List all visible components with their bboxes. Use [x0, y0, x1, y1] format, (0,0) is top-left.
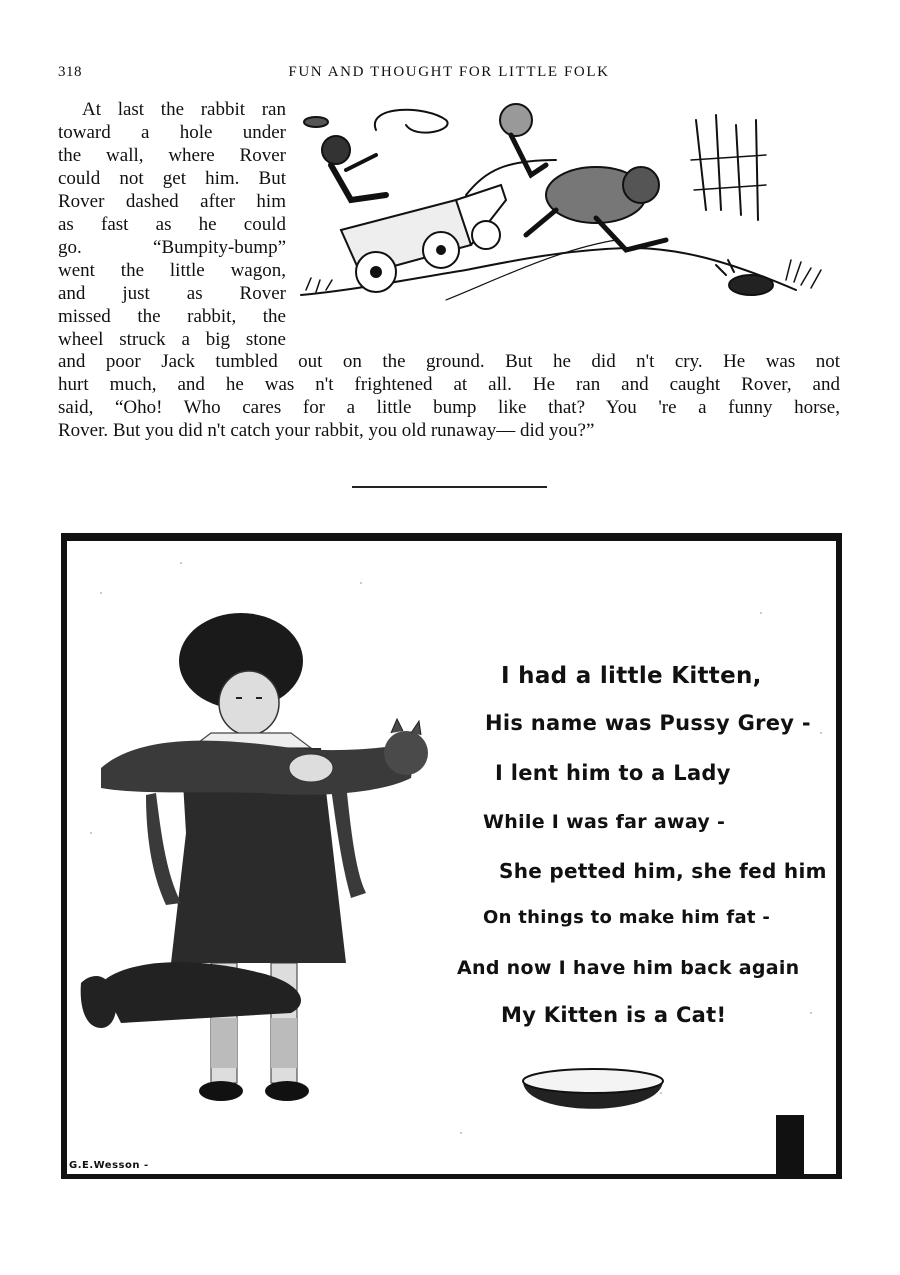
- girl-face: [219, 671, 279, 735]
- poem-line: I had a little Kitten,: [501, 663, 762, 689]
- artist-signature: G.E.Wesson -: [69, 1160, 149, 1171]
- page-number: 318: [58, 64, 82, 80]
- cat: [101, 741, 416, 795]
- page-header: [58, 64, 840, 86]
- text-line: the wall, where Rover: [58, 145, 286, 166]
- girl-with-cat-illustration: [61, 533, 842, 1179]
- illustration-linework: [301, 104, 821, 300]
- cat-head: [384, 731, 428, 775]
- running-title: FUN AND THOUGHT FOR LITTLE FOLK: [288, 64, 610, 80]
- milk-bowl: [523, 1069, 663, 1109]
- text-line: go. “Bumpity-bump”: [58, 237, 286, 258]
- text-line: as fast as he could: [58, 214, 286, 235]
- text-line: said, “Oho! Who cares for a little bump like that? You 're a funny horse,: [58, 397, 840, 418]
- text-line: wheel struck a big stone: [58, 329, 286, 350]
- story-column-text: [58, 98, 286, 351]
- section-divider: [352, 486, 547, 488]
- poem-line: While I was far away -: [483, 811, 726, 833]
- text-line: and just as Rover: [58, 283, 286, 304]
- text-line: missed the rabbit, the: [58, 306, 286, 327]
- wagon-rabbit-illustration: [296, 100, 836, 335]
- poem-line: And now I have him back again: [457, 957, 800, 979]
- poem-line: On things to make him fat -: [483, 907, 771, 928]
- dark-post: [776, 1115, 804, 1175]
- poem-line: I lent him to a Lady: [495, 761, 731, 785]
- poem-line: She petted him, she fed him: [499, 859, 827, 883]
- poem-line: My Kitten is a Cat!: [501, 1003, 727, 1027]
- text-line: toward a hole under: [58, 122, 286, 143]
- kitten-poem-plate: [61, 533, 842, 1179]
- text-line: went the little wagon,: [58, 260, 286, 281]
- text-line: Rover. But you did n't catch your rabbit, you old runaway— did you?”: [58, 420, 595, 441]
- text-line: At last the rabbit ran: [82, 99, 286, 120]
- text-line: could not get him. But: [58, 168, 286, 189]
- story-full-width-text: [58, 350, 840, 442]
- poem-line: His name was Pussy Grey -: [485, 711, 811, 735]
- text-line: and poor Jack tumbled out on the ground. But he did n't cry. He was not: [58, 351, 840, 372]
- text-line: Rover dashed after him: [58, 191, 286, 212]
- text-line: hurt much, and he was n't frightened at all. He ran and caught Rover, and: [58, 374, 840, 395]
